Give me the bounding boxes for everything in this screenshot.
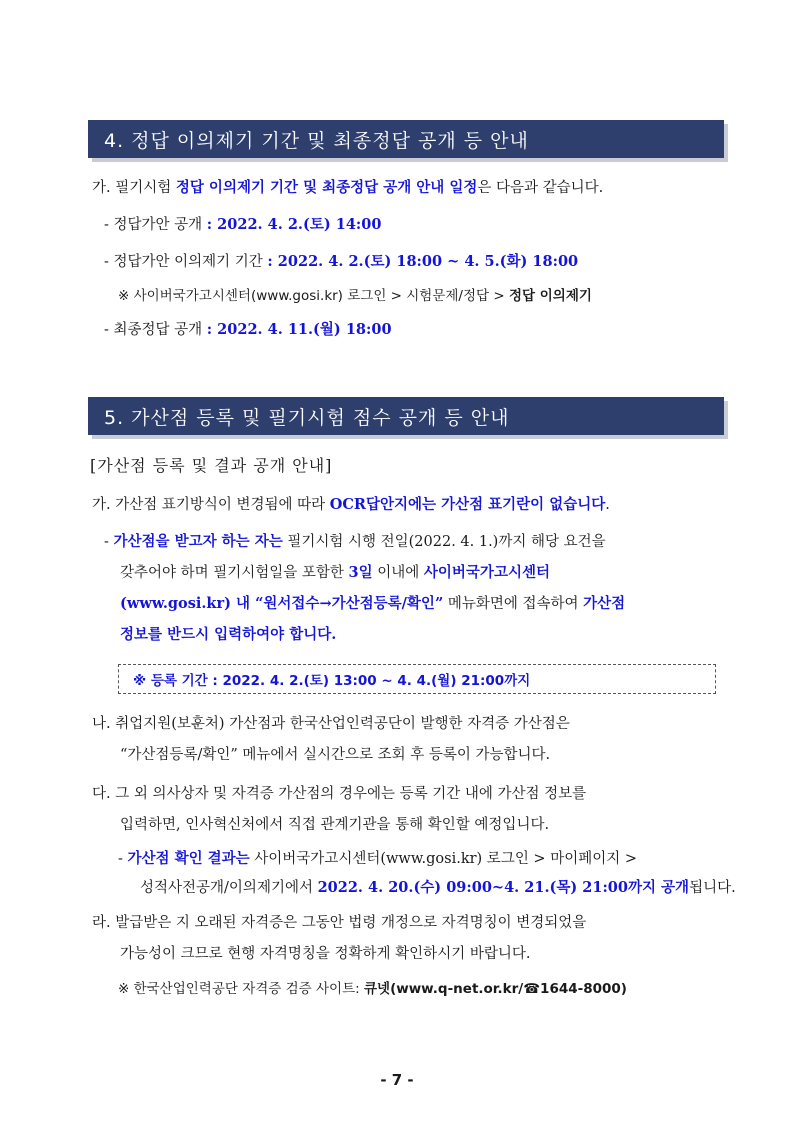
section-5-ga-line: 가. 가산점 표기방식이 변경됨에 따라 OCR답안지에는 가산점 표기란이 없습니다. xyxy=(92,496,610,513)
answer-draft-release: - 정답가안 공개 : 2022. 4. 2.(토) 14:00 xyxy=(104,216,382,233)
bonus-result-line-2: 성적사전공개/이의제기에서 2022. 4. 20.(수) 09:00~4. 21.(목) 21:00까지 공개됩니다. xyxy=(140,879,736,896)
section-4-ga-line: 가. 필기시험 정답 이의제기 기간 및 최종정답 공개 안내 일정은 다음과 같습니다. xyxy=(92,179,604,196)
final-answer-release: - 최종정답 공개 : 2022. 4. 11.(월) 18:00 xyxy=(104,321,392,338)
section-5-ra-line-2: 가능성이 크므로 현행 자격명칭을 정확하게 확인하시기 바랍니다. xyxy=(120,946,531,962)
section-5-na-line-2: “가산점등록/확인” 메뉴에서 실시간으로 조회 후 등록이 가능합니다. xyxy=(120,747,551,763)
registration-period-box: ※ 등록 기간 : 2022. 4. 2.(토) 13:00 ~ 4. 4.(월) 21:00까지 xyxy=(118,664,716,694)
section-4-title: 4. 정답 이의제기 기간 및 최종정답 공개 등 안내 xyxy=(104,129,529,152)
section-5-da-line-1: 다. 그 외 의사상자 및 자격증 가산점의 경우에는 등록 기간 내에 가산점 정보를 xyxy=(92,786,587,802)
page-number: - 7 - xyxy=(380,1071,414,1089)
objection-note: ※ 사이버국가고시센터(www.gosi.kr) 로그인 > 시험문제/정답 > 정답 이의제기 xyxy=(118,288,592,304)
bonus-dash-line-4: 정보를 반드시 입력하여야 합니다. xyxy=(120,626,337,643)
bonus-dash-line-3: (www.gosi.kr) 내 “원서접수→가산점등록/확인” 메뉴화면에 접속하여 가산점 xyxy=(120,595,626,612)
section-5-header xyxy=(88,397,724,435)
section-4-header xyxy=(88,120,724,158)
section-5-title: 5. 가산점 등록 및 필기시험 점수 공개 등 안내 xyxy=(104,406,510,429)
bonus-dash-line-1: - 가산점을 받고자 하는 자는 필기시험 시행 전일(2022. 4. 1.)까지 해당 요건을 xyxy=(104,533,606,550)
section-5-na-line-1: 나. 취업지원(보훈처) 가산점과 한국산업인력공단이 발행한 자격증 가산점은 xyxy=(92,716,570,732)
objection-period: - 정답가안 이의제기 기간 : 2022. 4. 2.(토) 18:00 ~ 4. 5.(화) 18:00 xyxy=(104,253,579,270)
section-5-subheading: [가산점 등록 및 결과 공개 안내] xyxy=(90,456,333,475)
qnet-verification-note: ※ 한국산업인력공단 자격증 검증 사이트: 큐넷(www.q-net.or.kr/☎1644-8000) xyxy=(118,981,627,997)
section-5-da-line-2: 입력하면, 인사혁신처에서 직접 관계기관을 통해 확인할 예정입니다. xyxy=(120,817,550,833)
bonus-dash-line-2: 갖추어야 하며 필기시험일을 포함한 3일 이내에 사이버국가고시센터 xyxy=(120,564,550,581)
bonus-result-line-1: - 가산점 확인 결과는 사이버국가고시센터(www.gosi.kr) 로그인 > 마이페이지 > xyxy=(118,850,637,867)
section-5-ra-line-1: 라. 발급받은 지 오래된 자격증은 그동안 법령 개정으로 자격명칭이 변경되었을 xyxy=(92,915,587,931)
